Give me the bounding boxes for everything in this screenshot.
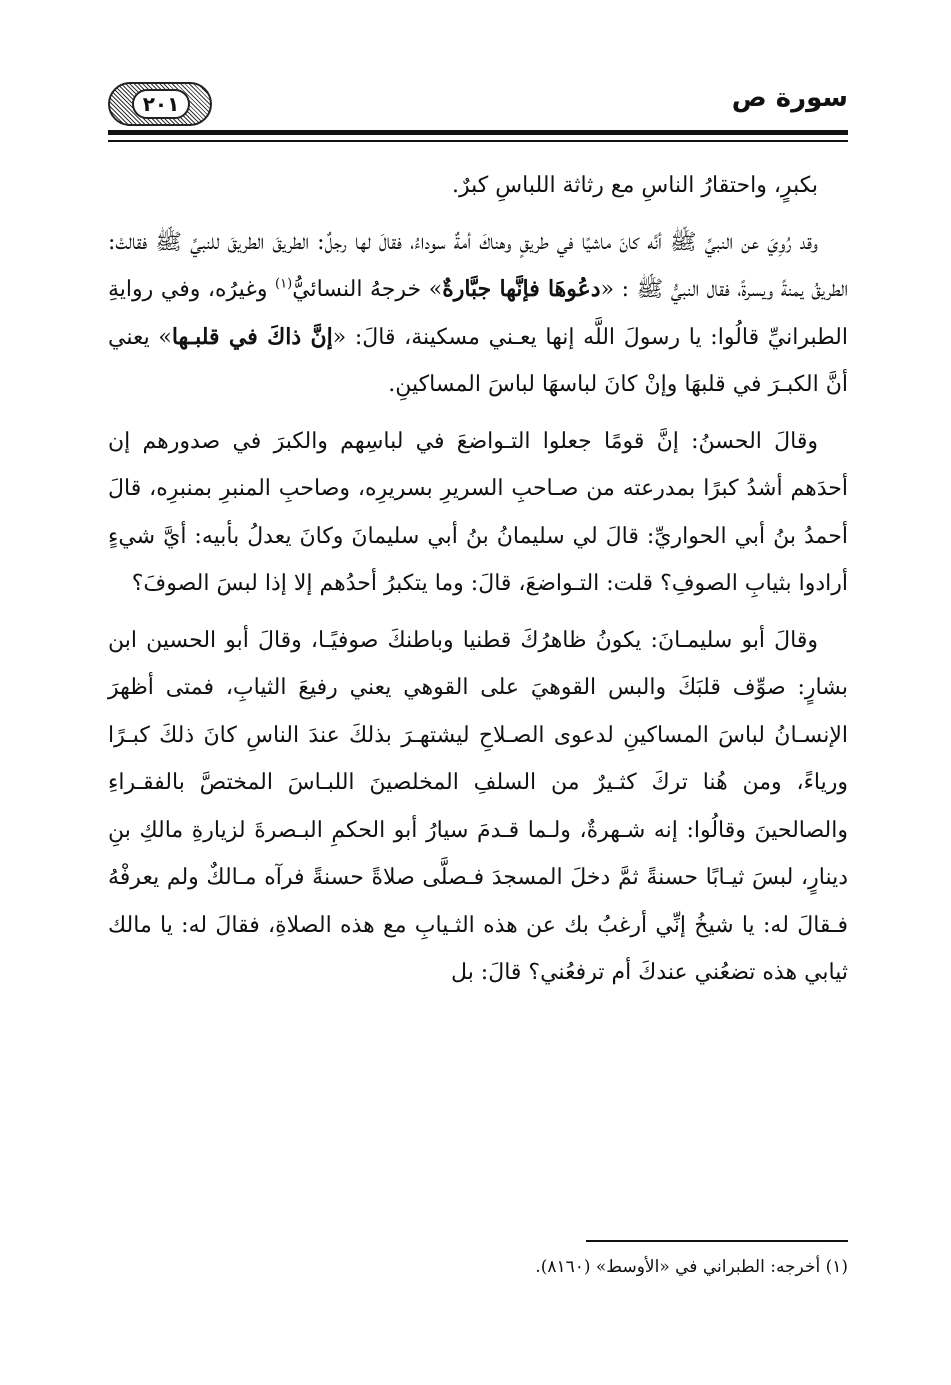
surah-title: سورة ص <box>731 83 848 113</box>
text-line: أيَّ شيءٍ أرادوا بثيابِ الصوفِ؟ قلت: التـواضعَ، قالَ: وما يتكبرُ أحدُهم إلا <box>108 523 848 596</box>
footnote-divider <box>586 1240 848 1242</box>
hadith-quote-prefix: ﷺ : « <box>600 277 664 302</box>
page-number: ٢٠١ <box>132 89 190 119</box>
footnote-1: (١) أخرجه: الطبراني في «الأوسط» (٨١٦٠). <box>535 1257 848 1277</box>
text-line: قالَ أحمدُ بنُ أبي الحواريِّ: قالَ لي سليمانُ بنُ أبي سليمانَ وكانَ يعدلُ بأبيه: <box>108 476 848 549</box>
text-line: وقالَ أبو سليمـانَ: يكونُ ظاهرُكَ قطنيا وباطنكَ صوفيًـا، وقالَ أبو الحسين <box>146 627 818 653</box>
text-line: بكبرٍ، واحتقارُ الناسِ مع رثاثة اللباسِ كبرٌ. <box>452 173 818 198</box>
text-line: أحدَهم أشدُ كبرًا بمدرعته من صـاحبِ السريرِ بسريرِه، وصاحبِ المنبرِ بمنبرِه، <box>149 476 848 501</box>
text-line: لها رجلٌ: الطريقَ الطريقَ للنبيِّ ﷺ فقالتْ: الطريقُ يمنةً ويسرةً، فقال النبيُّ <box>108 229 848 302</box>
text-segment: يا رسولَ اللَّه إنها يعـني مسكينة، قالَ: « <box>332 324 702 350</box>
text-line: لزيارةِ مالكِ بنِ دينارٍ، لبسَ ثيـابًا حسنةً ثمَّ دخلَ المسجدَ فـصلَّى صلاةً حسنةً <box>108 817 848 890</box>
text-segment: » يعني أنَّ الكبـرَ في <box>108 324 848 397</box>
paragraph-1 <box>108 162 848 210</box>
header-rule-thick <box>108 130 848 135</box>
text-line: هذه الصلاةِ، فقالَ له: يا مالك ثيابي هذه تضعُني عندكَ أم ترفعُني؟ قالَ: بل <box>108 912 848 985</box>
paragraph-3 <box>108 418 848 608</box>
footnote-reference[interactable]: (١) <box>275 276 293 292</box>
page-header <box>108 72 848 152</box>
text-line: فرآه مـالكٌ ولم يعرفْهُ فـقالَ له: يا شيخُ إنِّي أرغبُ بك عن هذه الثـيابِ مع <box>108 865 848 938</box>
hadith-quote: إنَّ ذاكَ في قلبـها <box>171 323 333 350</box>
text-line: ابن بشارٍ: صوِّف قلبَكَ والبس القوهيَ على القوهي يعني رفيعَ الثيابِ، فمتى <box>108 627 848 700</box>
paragraph-2 <box>108 219 848 409</box>
hadith-quote: دعُوهَا فإنَّها جبَّارةٌ <box>442 276 601 302</box>
text-line: وقد رُوِيَ عن النبيِّ ﷺ أنَّه كانَ ماشيًا في طريقٍ وهناكَ أمةٌ سوداءُ، فقالَ <box>378 229 818 255</box>
hadith-quote-suffix: » خرجهُ النسائيُّ <box>292 277 443 302</box>
page-number-badge <box>108 82 212 126</box>
text-segment: وغيرُه، وفي روايةِ الطبرانيِّ قالُوا: <box>108 277 848 350</box>
text-line: ذلكَ كبـرًا ورياءً، ومن هُنا تركَ كثـيرٌ من السلفِ المخلصينَ اللبـاسَ المختصَّ <box>108 722 848 795</box>
text-line: قلبهَا وإنْ كانَ لباسهَا لباسَ المساكينِ. <box>388 372 726 397</box>
paragraph-4 <box>108 617 848 997</box>
text-line: بالفقـراءِ والصالحينَ وقالُوا: إنه شـهرةٌ، ولـما قـدمَ سيارُ أبو الحكمِ البـصرةَ <box>108 770 848 843</box>
text-line: وقالَ الحسنُ: إنَّ قومًا جعلوا التـواضعَ في لباسِهم والكبرَ في صدورهم إن <box>108 428 818 454</box>
header-rule-thin <box>108 140 848 142</box>
body-text <box>108 162 848 1006</box>
text-line: إذا لبسَ الصوفَ؟ <box>131 571 287 596</box>
text-line: أظهرَ الإنسـانُ لباسَ المساكينِ لدعوى الصـلاحِ ليشتهـرَ بذلكَ عندَ الناسِ كانَ <box>108 675 849 748</box>
